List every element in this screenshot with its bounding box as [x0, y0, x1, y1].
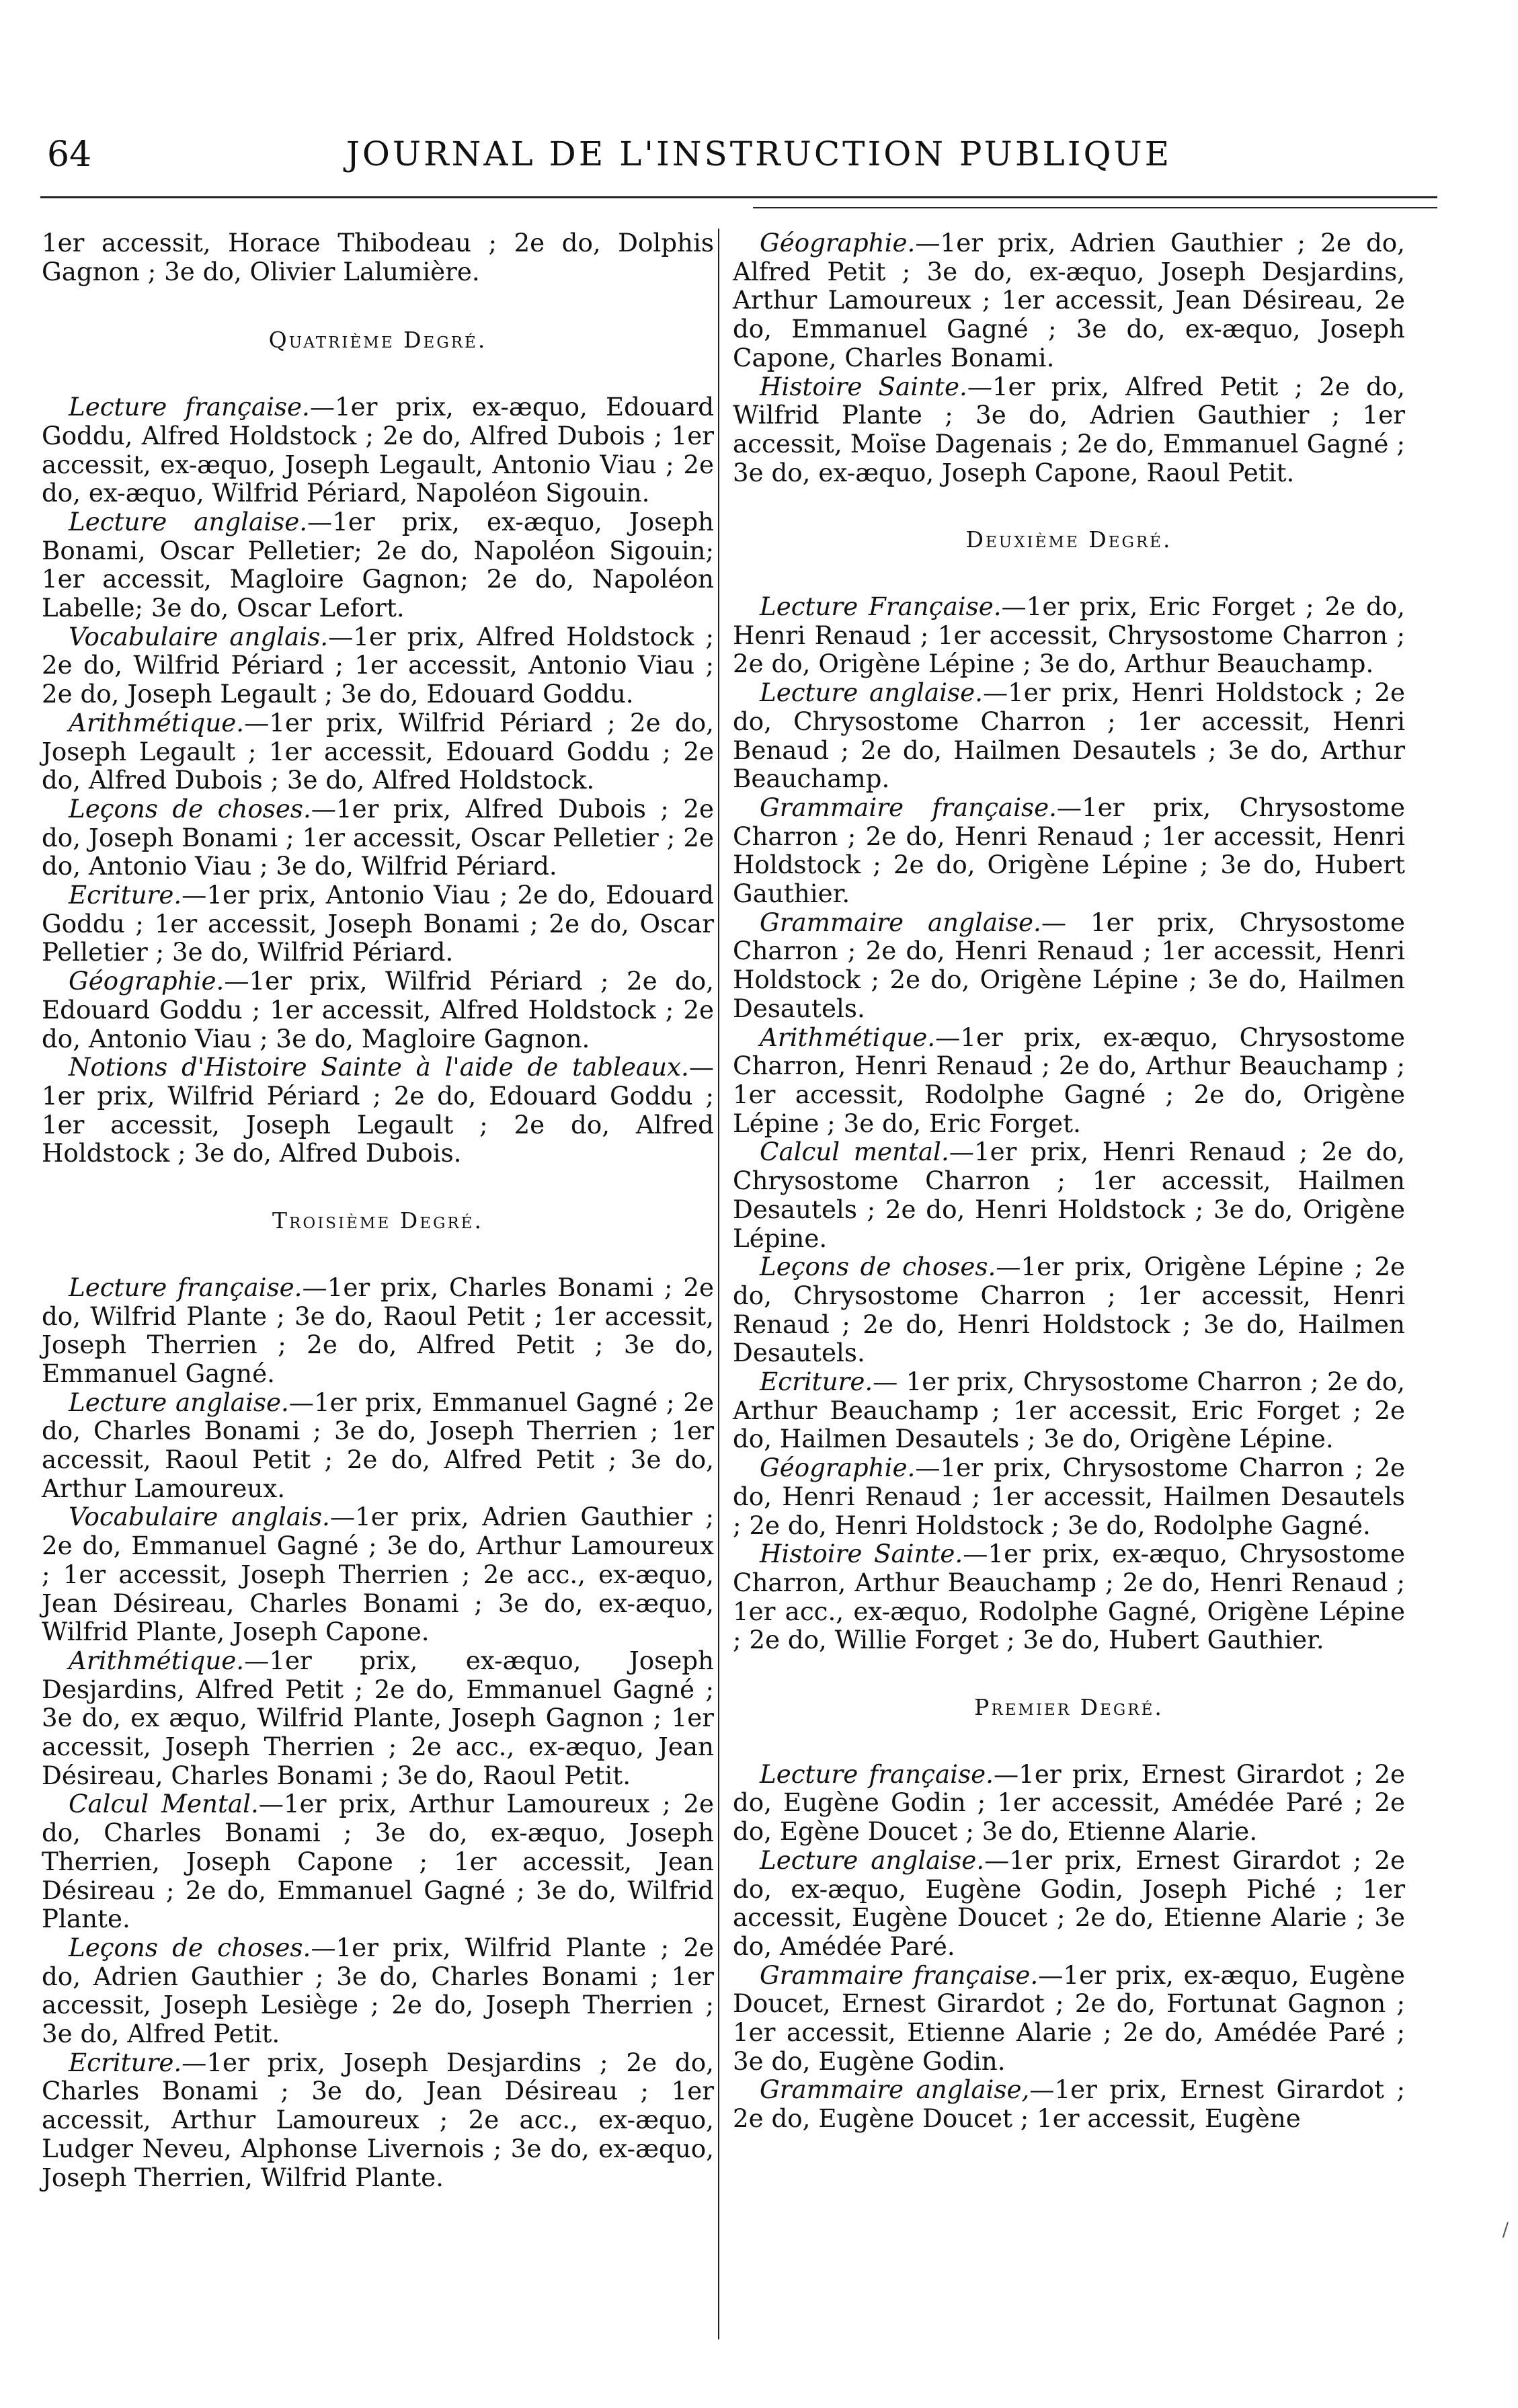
entry-text: —1er prix, Adrien Gauthier ; 2e do, Alfred Petit ; 3e do, ex-æquo, Joseph Desjardins, Arthur Lamoureux ; 1er accessit, Jean Désireau, 2e do, Emmanuel Gagné ; 3e do, ex-æquo, Joseph Capone, Charles Bonami.	[733, 228, 1405, 372]
entry-text: —1er prix, Wilfrid Périard ; 2e do, Edouard Goddu ; 1er accessit, Alfred Holdstock ; 2e do, Antonio Viau ; 3e do, Magloire Gagnon.	[42, 966, 714, 1053]
prize-entry	[733, 1961, 1405, 2076]
prize-entry	[42, 623, 714, 709]
subject-label: Calcul Mental.	[69, 1789, 259, 1819]
subject-label: Ecriture.	[69, 880, 182, 910]
prize-entry	[42, 1053, 714, 1168]
entry-text: —1er prix, Chrysostome Charron ; 2e do, Henri Renaud ; 1er accessit, Henri Holdstock ; 2e do, Origène Lépine ; 3e do, Hubert Gauthier.	[733, 792, 1405, 909]
entry-text: —1er prix, Wilfrid Périard ; 2e do, Edouard Goddu ; 1er accessit, Joseph Legault ; 2e do, Alfred Holdstock ; 3e do, Alfred Dubois.	[42, 1052, 714, 1168]
entry-text: —1er prix, Ernest Girardot ; 2e do, Eugène Godin ; 1er accessit, Amédée Paré ; 2e do, Egène Doucet ; 3e do, Etienne Alarie.	[733, 1759, 1405, 1847]
entry-text: —1er prix, Alfred Dubois ; 2e do, Joseph Bonami ; 1er accessit, Oscar Pelletier ; 2e do, Antonio Viau ; 3e do, Wilfrid Périard.	[42, 793, 714, 881]
subject-label: Géographie.	[69, 966, 225, 996]
right-column	[733, 229, 1405, 2133]
prize-entry	[733, 1367, 1405, 1453]
entry-text: —1er prix, Origène Lépine ; 2e do, Chrysostome Charron ; 1er accessit, Henri Renaud ; 2e do, Henri Holdstock ; 3e do, Hailmen Desautels.	[733, 1252, 1405, 1368]
entries-deuxieme	[733, 592, 1405, 1654]
subject-label: Géographie.	[760, 228, 916, 257]
prize-entry	[733, 1453, 1405, 1539]
prize-entry	[733, 229, 1405, 372]
prize-entry	[42, 1273, 714, 1388]
entry-text: —1er prix, Wilfrid Périard ; 2e do, Joseph Legault ; 1er accessit, Edouard Goddu ; 2e do, Alfred Dubois ; 3e do, Alfred Holdstock.	[42, 707, 714, 795]
subject-label: Vocabulaire anglais.	[69, 621, 329, 651]
entry-text: —1er prix, Henri Renaud ; 2e do, Chrysostome Charron ; 1er accessit, Hailmen Desautels ; 2e do, Henri Holdstock ; 3e do, Origène Lépine.	[733, 1137, 1406, 1253]
prize-entry	[733, 1846, 1405, 1961]
prize-entry	[42, 1933, 714, 2048]
prize-entry	[733, 908, 1405, 1023]
subject-label: Arithmétique.	[69, 707, 245, 737]
subject-label: Lecture anglaise.	[69, 1387, 289, 1417]
subject-label: Histoire Sainte.	[760, 371, 967, 401]
prize-entry	[42, 709, 714, 795]
prize-entry	[733, 1023, 1405, 1138]
entry-text: —1er prix, Chrysostome Charron ; 2e do, Henri Renaud ; 1er accessit, Hailmen Desautels ; 2e do, Henri Holdstock ; 3e do, Rodolphe Gagné.	[733, 1453, 1405, 1540]
subject-label: Leçons de choses.	[69, 1932, 311, 1962]
prize-entry	[42, 2048, 714, 2192]
entry-text: —1er prix, Ernest Girardot ; 2e do, Eugène Doucet ; 1er accessit, Eugène	[733, 2075, 1405, 2134]
prize-entry	[42, 1790, 714, 1933]
section-heading-deuxieme: Deuxième Degré.	[965, 526, 1172, 553]
subject-label: Lecture française.	[69, 392, 310, 422]
subject-label: Lecture anglaise.	[760, 1845, 985, 1875]
prize-entry	[42, 1646, 714, 1790]
margin-mark: /	[1502, 2218, 1509, 2241]
prize-entry	[42, 967, 714, 1053]
subject-label: Ecriture.	[760, 1367, 873, 1397]
entry-text: —1er prix, Adrien Gauthier ; 2e do, Emmanuel Gagné ; 3e do, Arthur Lamoureux ; 1er accessit, Joseph Therrien ; 2e acc., ex-æquo, Jean Désireau, Charles Bonami ; 3e do, ex-æquo, Wilfrid Plante, Joseph Capone.	[42, 1502, 715, 1647]
subject-label: Grammaire française.	[760, 1960, 1039, 1990]
entry-text: —1er prix, Arthur Lamoureux ; 2e do, Charles Bonami ; 3e do, ex-æquo, Joseph Therrien, Joseph Capone ; 1er accessit, Jean Désireau ; 2e do, Emmanuel Gagné ; 3e do, Wilfrid Plante.	[42, 1789, 714, 1934]
subject-label: Grammaire française.	[760, 792, 1057, 822]
header-rule-secondary	[753, 207, 1437, 208]
entries-troisieme-continued	[733, 229, 1405, 487]
entry-text: —1er prix, Joseph Desjardins ; 2e do, Charles Bonami ; 3e do, Jean Désireau ; 1er accessit, Arthur Lamoureux ; 2e acc., ex-æquo, Ludger Neveu, Alphonse Livernois ; 3e do, ex-æquo, Joseph Therrien, Wilfrid Plante.	[42, 2047, 714, 2192]
entry-text: —1er prix, Alfred Holdstock ; 2e do, Wilfrid Périard ; 1er accessit, Antonio Viau ; 2e do, Joseph Legault ; 3e do, Edouard Goddu.	[42, 621, 714, 709]
prize-entry	[42, 508, 714, 623]
left-column	[42, 229, 714, 2192]
entry-text: —1er prix, Ernest Girardot ; 2e do, ex-æquo, Eugène Godin, Joseph Piché ; 1er accessit, Eugène Doucet ; 2e do, Etienne Alarie ; 3e do, Amédée Paré.	[733, 1845, 1405, 1961]
entries-premier	[733, 1760, 1405, 2133]
prize-entry	[733, 793, 1405, 908]
entry-text: —1er prix, Charles Bonami ; 2e do, Wilfrid Plante ; 3e do, Raoul Petit ; 1er accessit, Joseph Therrien ; 2e do, Alfred Petit ; 3e do, Emmanuel Gagné.	[42, 1272, 715, 1388]
prize-entry	[42, 1388, 714, 1503]
entry-text: — 1er prix, Chrysostome Charron ; 2e do, Arthur Beauchamp ; 1er accessit, Eric Forget ; 2e do, Hailmen Desautels ; 3e do, Origène Lépine.	[733, 1367, 1405, 1454]
subject-label: Grammaire anglaise.	[760, 907, 1041, 937]
entry-text: —1er prix, ex-æquo, Joseph Bonami, Oscar Pelletier; 2e do, Napoléon Sigouin; 1er accessit, Magloire Gagnon; 2e do, Napoléon Labelle; 3e do, Oscar Lefort.	[42, 506, 714, 623]
running-title: JOURNAL DE L'INSTRUCTION PUBLIQUE	[346, 134, 1172, 173]
prize-entry	[733, 1539, 1405, 1654]
opening-paragraph: 1er accessit, Horace Thibodeau ; 2e do, Dolphis Gagnon ; 3e do, Olivier Lalumière.	[42, 228, 714, 286]
subject-label: Histoire Sainte.	[760, 1539, 963, 1569]
section-heading-troisieme: Troisième Degré.	[272, 1207, 483, 1234]
entry-text: —1er prix, Alfred Petit ; 2e do, Wilfrid Plante ; 3e do, Adrien Gauthier ; 1er accessit, Moïse Dagenais ; 2e do, Emmanuel Gagné ; 3e do, ex-æquo, Joseph Capone, Raoul Petit.	[733, 371, 1405, 487]
prize-entry	[733, 1760, 1405, 1846]
subject-label: Notions d'Histoire Sainte à l'aide de tableaux.	[69, 1052, 689, 1082]
entry-text: —1er prix, Antonio Viau ; 2e do, Edouard Goddu ; 1er accessit, Joseph Bonami ; 2e do, Oscar Pelletier ; 3e do, Wilfrid Périard.	[42, 880, 714, 967]
prize-entry	[733, 1137, 1405, 1252]
page-number: 64	[47, 134, 92, 175]
subject-label: Ecriture.	[69, 2047, 182, 2077]
subject-label: Arithmétique.	[760, 1022, 936, 1052]
prize-entry	[42, 1502, 714, 1646]
entry-text: —1er prix, ex-æquo, Eugène Doucet, Ernest Girardot ; 2e do, Fortunat Gagnon ; 1er accessit, Etienne Alarie ; 2e do, Amédée Paré ; 3e do, Eugène Godin.	[733, 1960, 1405, 2076]
subject-label: Lecture anglaise.	[69, 506, 308, 536]
prize-entry	[733, 372, 1405, 487]
entry-text: —1er prix, ex-æquo, Chrysostome Charron, Henri Renaud ; 2e do, Arthur Beauchamp ; 1er accessit, Rodolphe Gagné ; 2e do, Origène Lépine ; 3e do, Eric Forget.	[733, 1022, 1405, 1138]
entry-text: —1er prix, Emmanuel Gagné ; 2e do, Charles Bonami ; 3e do, Joseph Therrien ; 1er accessit, Raoul Petit ; 2e do, Alfred Petit ; 3e do, Arthur Lamoureux.	[42, 1387, 714, 1503]
entry-text: —1er prix, ex-æquo, Joseph Desjardins, Alfred Petit ; 2e do, Emmanuel Gagné ; 3e do, ex æquo, Wilfrid Plante, Joseph Gagnon ; 1er accessit, Joseph Therrien ; 2e acc., ex-æquo, Jean Désireau, Charles Bonami ; 3e do, Raoul Petit.	[42, 1645, 714, 1790]
entries-troisieme	[42, 1273, 714, 2192]
subject-label: Lecture française.	[760, 1759, 994, 1789]
subject-label: Lecture Française.	[760, 592, 1002, 622]
prize-entry	[733, 1252, 1405, 1367]
entry-text: —1er prix, Henri Holdstock ; 2e do, Chrysostome Charron ; 1er accessit, Henri Benaud ; 2e do, Hailmen Desautels ; 3e do, Arthur Beauchamp.	[733, 678, 1405, 794]
subject-label: Calcul mental.	[760, 1137, 949, 1167]
subject-label: Lecture anglaise.	[760, 678, 983, 708]
entry-text: —1er prix, Eric Forget ; 2e do, Henri Renaud ; 1er accessit, Chrysostome Charron ; 2e do, Origène Lépine ; 3e do, Arthur Beauchamp.	[733, 592, 1405, 679]
prize-entry	[42, 795, 714, 881]
subject-label: Lecture française.	[69, 1272, 303, 1302]
entry-text: —1er prix, ex-æquo, Edouard Goddu, Alfred Holdstock ; 2e do, Alfred Dubois ; 1er accessit, ex-æquo, Joseph Legault, Antonio Viau ; 2e do, ex-æquo, Wilfrid Périard, Napoléon Sigouin.	[42, 392, 715, 508]
subject-label: Grammaire anglaise,	[760, 2075, 1030, 2105]
section-heading-premier: Premier Degré.	[974, 1694, 1164, 1721]
prize-entry	[42, 881, 714, 967]
entries-quatrieme	[42, 393, 714, 1168]
header-rule	[40, 196, 1437, 198]
entry-text: —1er prix, ex-æquo, Chrysostome Charron, Arthur Beauchamp ; 2e do, Henri Renaud ; 1er acc., ex-æquo, Rodolphe Gagné, Origène Lépine ; 2e do, Willie Forget ; 3e do, Hubert Gauthier.	[733, 1539, 1405, 1655]
section-heading-quatrieme: Quatrième Degré.	[268, 327, 487, 354]
subject-label: Vocabulaire anglais.	[69, 1502, 330, 1532]
column-divider	[718, 229, 719, 2339]
subject-label: Géographie.	[760, 1453, 916, 1483]
subject-label: Leçons de choses.	[760, 1252, 996, 1282]
prize-entry	[42, 393, 714, 508]
prize-entry	[733, 678, 1405, 793]
entry-text: — 1er prix, Chrysostome Charron ; 2e do, Henri Renaud ; 1er accessit, Henri Holdstock ; 2e do, Origène Lépine ; 3e do, Hailmen Desautels.	[733, 907, 1405, 1023]
prize-entry	[733, 592, 1405, 678]
prize-entry	[733, 2075, 1405, 2132]
subject-label: Arithmétique.	[69, 1645, 245, 1675]
subject-label: Leçons de choses.	[69, 793, 311, 824]
entry-text: —1er prix, Wilfrid Plante ; 2e do, Adrien Gauthier ; 3e do, Charles Bonami ; 1er accessit, Joseph Lesiège ; 2e do, Joseph Therrien ; 3e do, Alfred Petit.	[42, 1932, 714, 2049]
